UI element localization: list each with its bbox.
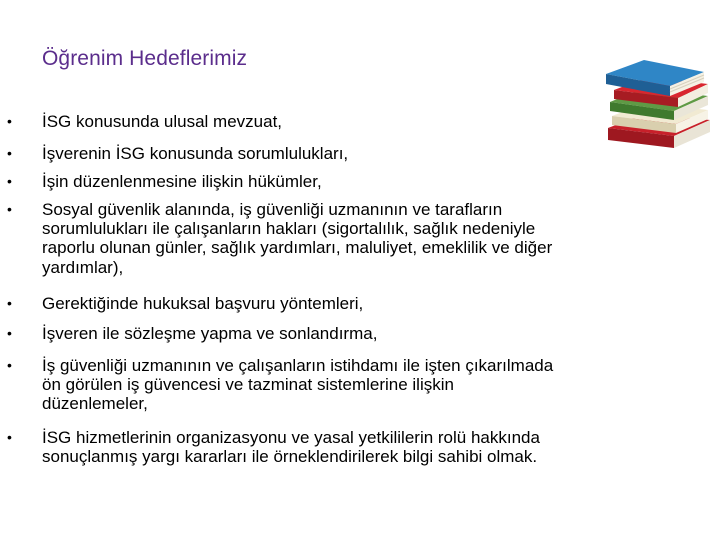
bullet-text: İşveren ile sözleşme yapma ve sonlandırma, (42, 324, 378, 343)
bullet-text: İşverenin İSG konusunda sorumlulukları, (42, 144, 349, 163)
bullet-text: İşin düzenlenmesine ilişkin hükümler, (42, 172, 322, 191)
bullet-marker: • (7, 325, 12, 341)
slide-title: Öğrenim Hedeflerimiz (42, 47, 248, 70)
bullet-marker: • (7, 357, 12, 373)
bullet-marker: • (7, 429, 12, 445)
bullet-text: İSG hizmetlerinin organizasyonu ve yasal yetkililerin rolü hakkında sonuçlanmış yargı kararları ile örneklendirilerek bilgi sahibi olmak. (42, 428, 540, 467)
bullet-text: İSG konusunda ulusal mevzuat, (42, 112, 283, 131)
bullet-text: İş güvenliği uzmanının ve çalışanların istihdamı ile işten çıkarılmada ön görülen iş güvencesi ve tazminat sistemlerine ilişkin düzenlemeler, (42, 356, 554, 414)
bullet-text: Sosyal güvenlik alanında, iş güvenliği uzmanının ve tarafların sorumlulukları ile çalışanların hakları (sigortalılık, sağlık nedeniyle raporlu olunan günler, sağlık yardımları, maluliyet, emeklilik ve diğer yardımlar), (42, 200, 553, 277)
stack-of-books-icon (604, 56, 714, 156)
bullet-marker: • (7, 201, 12, 217)
bullet-marker: • (7, 113, 12, 129)
bullet-text: Gerektiğinde hukuksal başvuru yöntemleri, (42, 294, 364, 313)
bullet-marker: • (7, 295, 12, 311)
bullet-marker: • (7, 145, 12, 161)
bullet-marker: • (7, 173, 12, 189)
